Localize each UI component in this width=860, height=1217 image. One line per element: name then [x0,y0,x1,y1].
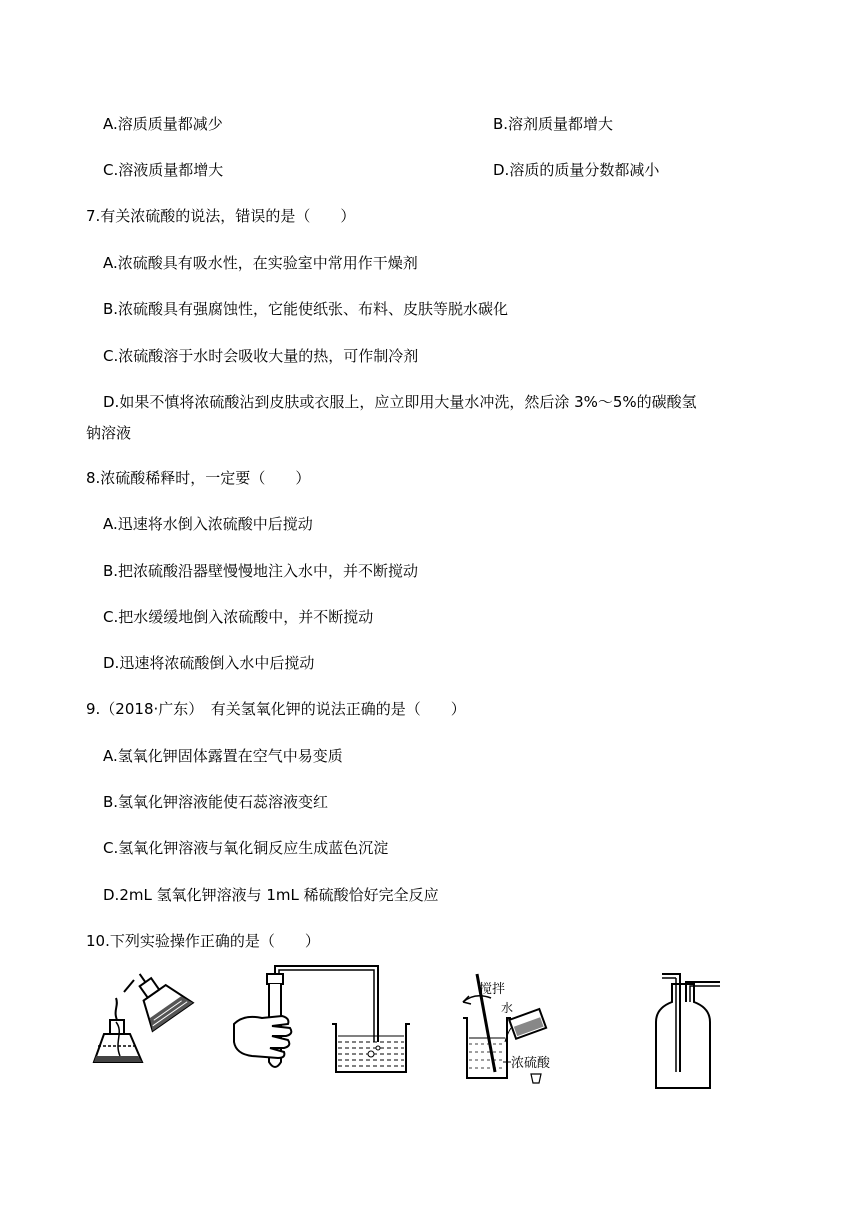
figure-airtightness-check [232,962,412,1077]
q7-option-c: C.浓硫酸溶于水时会吸收大量的热，可作制冷剂 [103,347,419,365]
q10-stem: 10.下列实验操作正确的是（ ） [86,932,320,950]
q6-option-a: A.溶质质量都减少 [103,115,223,133]
label-water: 水 [501,1001,514,1015]
q7-option-a: A.浓硫酸具有吸水性，在实验室中常用作干燥剂 [103,254,418,272]
label-concentrated-acid: 浓硫酸 [511,1056,551,1071]
figure-gas-washing-bottle [652,962,732,1092]
q9-option-b: B.氢氧化钾溶液能使石蕊溶液变红 [103,793,329,811]
label-stir: 搅拌 [479,982,506,997]
q8-option-c: C.把水缓缓地倒入浓硫酸中，并不断搅动 [103,608,374,626]
figure-alcohol-lamps [86,962,201,1072]
q9-option-a: A.氢氧化钾固体露置在空气中易变质 [103,747,343,765]
q7-option-b: B.浓硫酸具有强腐蚀性，它能使纸张、布料、皮肤等脱水碳化 [103,300,509,318]
q8-stem: 8.浓硫酸稀释时，一定要（ ） [86,469,311,487]
q9-option-c: C.氢氧化钾溶液与氧化铜反应生成蓝色沉淀 [103,839,389,857]
q8-option-d: D.迅速将浓硫酸倒入水中后搅动 [103,654,315,672]
q6-option-b: B.溶剂质量都增大 [493,115,614,133]
q6-option-c: C.溶液质量都增大 [103,161,224,179]
q9-option-d: D.2mL 氢氧化钾溶液与 1mL 稀硫酸恰好完全反应 [103,886,439,904]
q7-option-d-line2: 钠溶液 [86,424,132,442]
q7-option-d-line1: D.如果不慎将浓硫酸沾到皮肤或衣服上，应立即用大量水冲洗，然后涂 3%～5%的碳酸氢 [103,393,697,411]
q8-option-b: B.把浓硫酸沿器壁慢慢地注入水中，并不断搅动 [103,562,419,580]
q7-stem: 7.有关浓硫酸的说法，错误的是（ ） [86,207,356,225]
q9-stem: 9.（2018·广东） 有关氢氧化钾的说法正确的是（ ） [86,700,466,718]
q8-option-a: A.迅速将水倒入浓硫酸中后搅动 [103,515,313,533]
q6-option-d: D.溶质的质量分数都减小 [493,161,660,179]
figure-dilution [455,962,565,1087]
